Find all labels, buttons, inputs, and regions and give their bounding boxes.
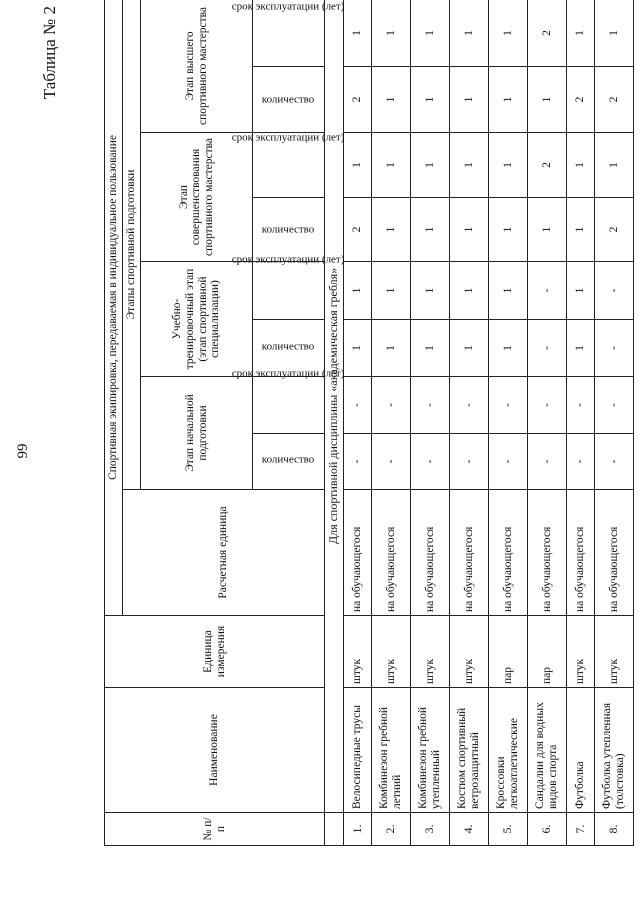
- cell-quantity: -: [595, 434, 634, 490]
- cell-period: 1: [595, 133, 634, 198]
- header-stage-2: Учебно-тренировочный этап (этап спортивной специализации): [141, 262, 253, 377]
- cell-period: -: [372, 377, 411, 434]
- cell-period: -: [344, 377, 372, 434]
- cell-period: -: [595, 377, 634, 434]
- item-name: Комбинезон гребной утепленный: [411, 688, 450, 813]
- item-calc-unit: на обучающегося: [489, 490, 528, 616]
- table-row: [567, 0, 595, 846]
- section-label: Для спортивной дисциплины «академическая гребля»: [325, 0, 344, 813]
- item-unit: штук: [450, 616, 489, 688]
- cell-quantity: -: [344, 434, 372, 490]
- item-unit: штук: [344, 616, 372, 688]
- table-row: [450, 0, 489, 846]
- cell-quantity: -: [567, 434, 595, 490]
- item-calc-unit: на обучающегося: [372, 490, 411, 616]
- header-stage-3: Этап совершенствования спортивного мастерства: [141, 133, 253, 262]
- cell-quantity: -: [489, 434, 528, 490]
- table-title: Таблица № 2: [40, 6, 59, 100]
- header-period: срок эксплуатации (лет): [253, 377, 325, 434]
- item-calc-unit: на обучающегося: [528, 490, 567, 616]
- row-number: 1.: [344, 813, 372, 846]
- cell-period: 1: [595, 0, 634, 67]
- item-name: Костюм спортивный ветрозащитный: [450, 688, 489, 813]
- row-number: 5.: [489, 813, 528, 846]
- cell-quantity: 1: [372, 320, 411, 377]
- item-name: Кроссовки легкоатлетические: [489, 688, 528, 813]
- header-num: № п/п: [105, 813, 325, 846]
- cell-quantity: 2: [344, 67, 372, 133]
- table-row: [411, 0, 450, 846]
- cell-quantity: 1: [450, 198, 489, 262]
- table-row: [528, 0, 567, 846]
- cell-quantity: -: [528, 320, 567, 377]
- cell-period: 1: [450, 262, 489, 320]
- cell-quantity: 2: [595, 198, 634, 262]
- item-name: Комбинезон гребной летний: [372, 688, 411, 813]
- item-name: Футболка: [567, 688, 595, 813]
- cell-quantity: -: [411, 434, 450, 490]
- item-unit: пар: [489, 616, 528, 688]
- row-number: 3.: [411, 813, 450, 846]
- item-unit: пар: [528, 616, 567, 688]
- cell-period: 1: [450, 0, 489, 67]
- cell-quantity: 1: [372, 198, 411, 262]
- cell-period: 1: [344, 133, 372, 198]
- header-stage-4: Этап высшего спортивного мастерства: [141, 0, 253, 133]
- table-row: [344, 0, 372, 846]
- cell-period: -: [567, 377, 595, 434]
- cell-quantity: 1: [528, 198, 567, 262]
- cell-period: -: [411, 377, 450, 434]
- header-calc: Расчетная единица: [123, 490, 325, 616]
- cell-quantity: 1: [411, 67, 450, 133]
- cell-period: 1: [411, 0, 450, 67]
- cell-quantity: 1: [489, 198, 528, 262]
- cell-period: 1: [344, 262, 372, 320]
- cell-period: 1: [567, 0, 595, 67]
- cell-period: -: [489, 377, 528, 434]
- header-name: Наименование: [105, 688, 325, 813]
- item-calc-unit: на обучающегося: [567, 490, 595, 616]
- header-qty: количество: [253, 320, 325, 377]
- header-period: срок эксплуатации (лет): [253, 262, 325, 320]
- cell-period: 1: [411, 262, 450, 320]
- cell-quantity: 1: [450, 67, 489, 133]
- item-calc-unit: на обучающегося: [411, 490, 450, 616]
- header-period: срок эксплуатации (лет): [253, 0, 325, 67]
- cell-quantity: -: [528, 434, 567, 490]
- item-unit: штук: [567, 616, 595, 688]
- cell-period: -: [528, 262, 567, 320]
- cell-period: 1: [411, 133, 450, 198]
- equipment-table: [104, 0, 634, 846]
- cell-period: 1: [450, 133, 489, 198]
- cell-period: -: [595, 262, 634, 320]
- table-row: [372, 0, 411, 846]
- cell-period: 2: [528, 133, 567, 198]
- cell-quantity: 2: [595, 67, 634, 133]
- cell-period: 1: [567, 262, 595, 320]
- header-group: Спортивная экипировка, передаваемая в индивидуальное пользование: [105, 0, 123, 616]
- cell-quantity: 1: [450, 320, 489, 377]
- item-calc-unit: на обучающегося: [450, 490, 489, 616]
- item-calc-unit: на обучающегося: [595, 490, 634, 616]
- cell-period: -: [450, 377, 489, 434]
- cell-quantity: -: [595, 320, 634, 377]
- cell-period: 1: [567, 133, 595, 198]
- table-row: [489, 0, 528, 846]
- cell-period: 2: [528, 0, 567, 67]
- cell-quantity: 1: [528, 67, 567, 133]
- item-name: Сандалии для водных видов спорта: [528, 688, 567, 813]
- item-calc-unit: на обучающегося: [344, 490, 372, 616]
- header-stage-1: Этап начальной подготовки: [141, 377, 253, 490]
- item-name: Велосипедные трусы: [344, 688, 372, 813]
- row-number: 8.: [595, 813, 634, 846]
- cell-period: 1: [372, 133, 411, 198]
- cell-quantity: 1: [567, 320, 595, 377]
- cell-period: 1: [372, 0, 411, 67]
- table-row: [595, 0, 634, 846]
- page-number: 99: [15, 443, 31, 459]
- cell-period: 1: [344, 0, 372, 67]
- item-name: Футболка утепленная (толстовка): [595, 688, 634, 813]
- cell-period: 1: [489, 133, 528, 198]
- item-unit: штук: [411, 616, 450, 688]
- cell-quantity: -: [450, 434, 489, 490]
- header-qty: количество: [253, 434, 325, 490]
- cell-quantity: 1: [411, 198, 450, 262]
- cell-quantity: 1: [567, 198, 595, 262]
- cell-quantity: 1: [344, 320, 372, 377]
- cell-quantity: 2: [344, 198, 372, 262]
- cell-quantity: 1: [489, 67, 528, 133]
- header-stages-group: Этапы спортивной подготовки: [123, 0, 141, 490]
- cell-quantity: -: [372, 434, 411, 490]
- item-unit: штук: [372, 616, 411, 688]
- row-number: 6.: [528, 813, 567, 846]
- header-qty: количество: [253, 198, 325, 262]
- header-qty: количество: [253, 67, 325, 133]
- cell-period: -: [528, 377, 567, 434]
- cell-quantity: 1: [411, 320, 450, 377]
- row-number: 7.: [567, 813, 595, 846]
- cell-quantity: 1: [489, 320, 528, 377]
- cell-quantity: 2: [567, 67, 595, 133]
- header-unit: Единица измерения: [105, 616, 325, 688]
- item-unit: штук: [595, 616, 634, 688]
- header-period: срок эксплуатации (лет): [253, 133, 325, 198]
- row-number: 2.: [372, 813, 411, 846]
- cell-period: 1: [489, 262, 528, 320]
- cell-period: 1: [372, 262, 411, 320]
- section-spacer: [325, 813, 344, 846]
- row-number: 4.: [450, 813, 489, 846]
- cell-quantity: 1: [372, 67, 411, 133]
- cell-period: 1: [489, 0, 528, 67]
